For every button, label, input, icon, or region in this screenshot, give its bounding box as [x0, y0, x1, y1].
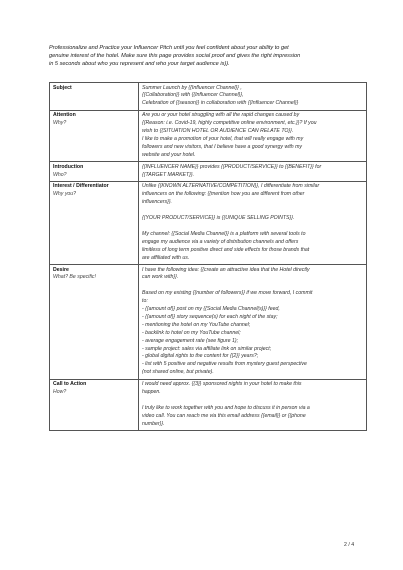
table-row	[50, 379, 367, 430]
content-line: happen.	[142, 389, 161, 396]
row-content-cell	[139, 265, 367, 380]
content-line: I have the following idea: {{create an attractive idea that the Hotel directly	[142, 266, 310, 273]
content-line: {{TARGET MARKET}}.	[142, 171, 195, 178]
content-line: to:	[142, 298, 148, 305]
content-line: influencers on the following: {{mention how you are different from other	[142, 191, 305, 198]
row-sublabel: Who?	[53, 171, 67, 178]
row-label: Subject	[53, 84, 72, 91]
content-line: followers and new visitors, that I believe have a good synergy with my	[142, 143, 303, 150]
paragraph-gap	[142, 282, 363, 290]
row-label-cell	[50, 83, 139, 111]
content-line: limitless of long term positive direct and side effects for those brands that	[142, 246, 310, 253]
paragraph-gap	[142, 207, 363, 215]
content-line: wish to {{SITUATION HOTEL OR AUDIENCE CAN RELATE TO}}.	[142, 128, 294, 135]
row-label-cell	[50, 181, 139, 264]
content-line: - list with 5 positive and negative results from mystery guest perspective	[142, 361, 307, 368]
table-row	[50, 265, 367, 380]
content-line: Based on my existing {{number of followers}} if we move forward, I commit	[142, 290, 313, 297]
content-line: - average engagement rate (see figure 1);	[142, 337, 239, 344]
paragraph-gap	[142, 223, 363, 231]
row-sublabel: Why?	[53, 120, 67, 127]
content-line: are affiliated with us.	[142, 254, 190, 261]
intro-line: genuine interest of the hotel. Make sure this page provides social proof and gives the right impression	[49, 53, 301, 59]
content-line: {{Reason: i.e. Covid-19, highly competitive online environment, etc.}}? If you	[142, 120, 317, 127]
content-line: {{INFLUENCER NAME}} provides {{PRODUCT/SERVICE}} to {{BENEFIT}} for	[142, 163, 322, 170]
table-row	[50, 83, 367, 111]
row-label-cell	[50, 265, 139, 380]
row-label: Introduction	[53, 163, 84, 170]
content-line: influencers}}.	[142, 199, 172, 206]
row-label: Desire	[53, 266, 69, 273]
row-content-cell	[139, 162, 367, 182]
content-line: {{Collaboration}} with {{Influencer Channel}},	[142, 92, 244, 99]
content-line: I would need approx. {{3}} sponsored nights in your hotel to make this	[142, 381, 302, 388]
row-content-cell	[139, 110, 367, 161]
row-content-cell	[139, 379, 367, 430]
content-line: number}}.	[142, 420, 165, 427]
content-line: I like to make a promotion of your hotel, that will really engage with my	[142, 135, 304, 142]
content-line: Are you or your hotel struggling with all the rapid changes caused by	[142, 112, 300, 119]
content-line: Unlike {{KNOWN ALTERNATIVE/COMPETITION}}, I differentiate from similar	[142, 183, 320, 190]
content-line: - sample project: sales via affiliate link on similar project;	[142, 345, 272, 352]
intro-line: in 5 seconds about who you represent and who your target audience is)).	[49, 61, 230, 67]
row-label-cell	[50, 379, 139, 430]
row-label: Interest / Differentiator	[53, 183, 109, 190]
content-line: video call. You can reach me via this email address {{email}} or {{phone	[142, 412, 306, 419]
content-line: {{YOUR PRODUCT/SERVICE}} is {{UNIQUE SELLING POINTS}}.	[142, 215, 295, 222]
content-line: (not shared online, but private).	[142, 369, 214, 376]
content-line: I truly like to work together with you and hope to discuss it in person via a	[142, 404, 310, 411]
table-row	[50, 181, 367, 264]
page-number: 2 / 4	[344, 542, 355, 548]
row-sublabel: What? Be specific!	[53, 274, 96, 281]
row-label: Attention	[53, 112, 76, 119]
row-label-cell	[50, 162, 139, 182]
row-content-cell	[139, 181, 367, 264]
row-label: Call to Action	[53, 381, 87, 388]
content-line: - {{amount of}} post on my {{Social Media Channel(s)}} feed,	[142, 306, 280, 313]
content-line: engage my audience via a variety of distribution channels and offers	[142, 238, 299, 245]
content-line: - global digital rights to the content for {{2}} years?;	[142, 353, 259, 360]
content-line: - backlink to hotel on my YouTube channel;	[142, 329, 241, 336]
content-line: - {{amount of}} story sequence(s) for each night of the stay;	[142, 313, 278, 320]
content-line: website and your hotel.	[142, 151, 196, 158]
row-sublabel: How?	[53, 389, 67, 396]
row-label-cell	[50, 110, 139, 161]
table-row	[50, 162, 367, 182]
intro-line: Professionalize and Practice your Influencer Pitch until you feel confident about your ability to get	[49, 45, 289, 51]
row-content-cell	[139, 83, 367, 111]
content-line: My channel: {{Social Media Channel}} is a platform with several tools to	[142, 230, 306, 237]
content-line: can work with}}.	[142, 274, 179, 281]
pitch-table	[49, 82, 367, 431]
table-row	[50, 110, 367, 161]
content-line: Summer Launch by {{Influencer Channel}} ,	[142, 84, 242, 91]
content-line: Celebration of {{season}} in collaboration with {{Influencer Channel}}	[142, 100, 299, 107]
paragraph-gap	[142, 397, 363, 405]
intro-paragraph	[49, 44, 369, 68]
content-line: - mentioning the hotel on my YouTube channel;	[142, 321, 251, 328]
row-sublabel: Why you?	[53, 191, 77, 198]
